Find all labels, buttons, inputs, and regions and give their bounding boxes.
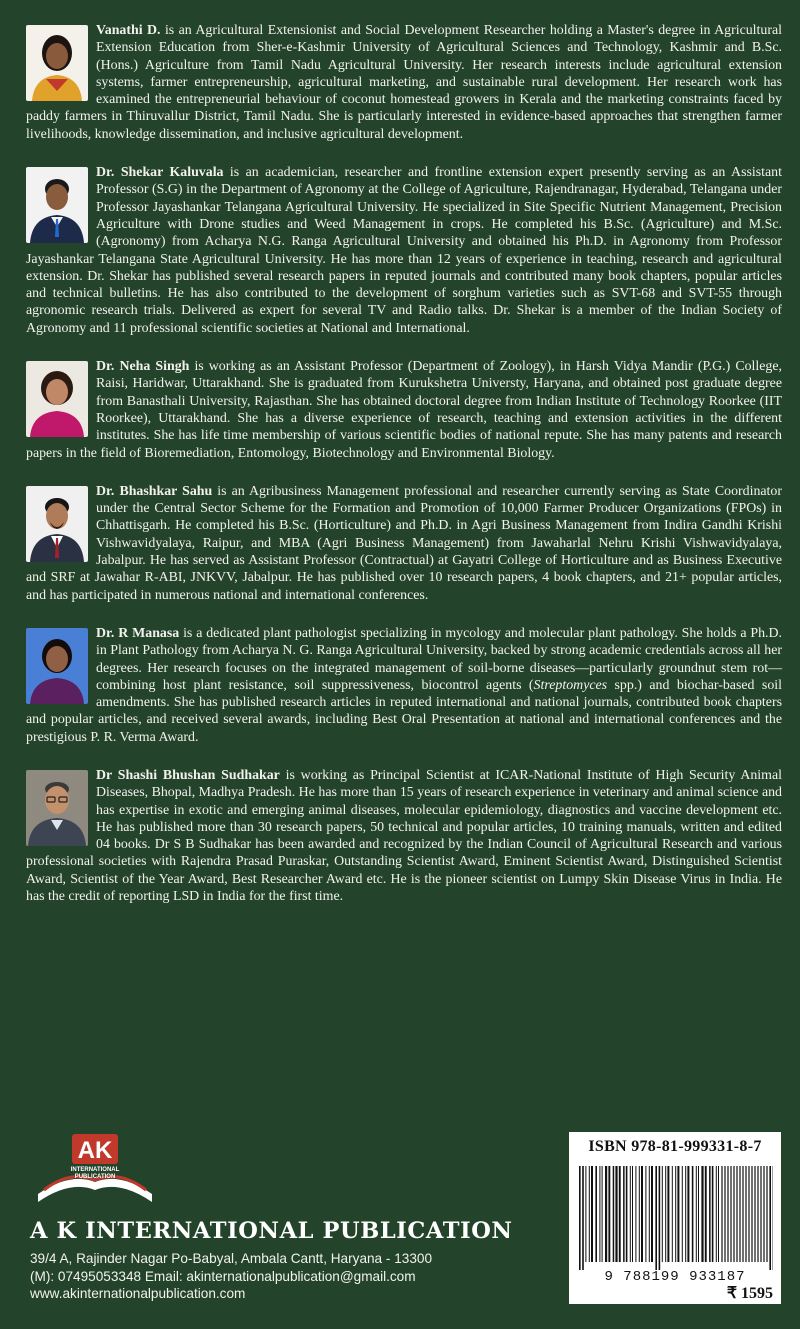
logo-ak-text: AK <box>77 1137 113 1164</box>
author-photo <box>26 361 88 437</box>
publisher-name: A K INTERNATIONAL PUBLICATION <box>30 1218 513 1244</box>
author-bio-shekar <box>26 164 782 337</box>
author-bios <box>26 22 782 926</box>
author-name: Dr. Neha Singh <box>96 359 190 375</box>
author-name: Dr. Shekar Kaluvala <box>96 165 224 181</box>
author-photo <box>26 486 88 562</box>
price-label: ₹ 1595 <box>726 1285 773 1302</box>
isbn-label: ISBN 978-81-999331-8-7 <box>588 1138 762 1155</box>
author-description: is an Agribusiness Management professional and researcher currently serving as State Coordinator under the Central Sector Scheme for the Formation and Promotion of 10,000 Farmer Producer Organizations (FPOs) in Chhattisgarh. He completed his B.Sc. (Horticulture) and Ph.D. in Agri Business Management from Indira Gandhi Krishi Vishwavidyalaya, Raipur, and MBA (Agri Business Management) from Jawaharlal Nehru Krishi Vishwavidyalaya, Jabalpur. He has served as Assistant Professor (Contractual) at Gayatri College of Horticulture and as Business Executive and SRF at Jawahar R-ABI, JNKVV, Jabalpur. He has published over 10 research papers, 4 book chapters, and 21+ popular articles, and has participated in numerous national and international conferences. <box>26 483 782 603</box>
author-description: is an Agricultural Extensionist and Social Development Researcher holding a Master's degree in Agricultural Extension Education from Sher-e-Kashmir University of Agricultural Sciences and Technology, Kashmir and B.Sc. (Hons.) Agriculture from Tamil Nadu Agricultural University. Her research interests include agricultural extension systems, farmer entrepreneurship, agricultural marketing, and sustainable rural development. Her research work has examined the entrepreneurial behaviour of coconut homestead growers in Kerala and the marketing constraints faced by paddy farmers in Thiruvallur District, Tamil Nadu. She is particularly interested in evidence-based approaches that strengthen farmer livelihoods, knowledge dissemination, and inclusive agricultural development. <box>26 23 782 142</box>
author-description: is working as Principal Scientist at ICAR-National Institute of High Security Animal Diseases, Bhopal, Madhya Pradesh. He has more than 15 years of research experience in veterinary and animal science and has expertise in exotic and emerging animal diseases, molecular epidemiology, diagnostics and vaccine development etc. He has published more than 30 research papers, 50 technical and popular articles, 10 training manuals, written and edited 04 books. Dr S B Sudhakar has been awarded and recognized by the Indian Council of Agricultural Research and various professional societies with Rajendra Prasad Puraskar, Outstanding Scientist Award, Eminent Scientist Award, Distinguished Scientist Award, Scientist of the Year Award, Best Researcher Award etc. He is the pioneer scientist on Lumpy Skin Disease Virus in India. He has the credit of reporting LSD in India for the first time. <box>26 767 782 905</box>
author-bio-vanathi <box>26 22 782 143</box>
author-bio-bhashkar <box>26 483 782 604</box>
author-bio-sudhakar <box>26 767 782 905</box>
publisher-address: 39/4 A, Rajinder Nagar Po-Babyal, Ambala Cantt, Haryana - 13300 <box>30 1251 433 1266</box>
author-bio-neha <box>26 358 782 462</box>
author-description-continued: spp.) and biochar-based soil amendments. She has published research articles in reputed international and national journals, contributed book chapters and popular articles, and received several awards, including Best Oral Presentation at national and international conferences and the prestigious P. R. Verma Award. <box>26 677 782 745</box>
author-description: is a dedicated plant pathologist specializing in mycology and molecular plant pathology. She holds a Ph.D. in Plant Pathology from Acharya N. G. Ranga Agricultural University, backed by strong academic credentials across all her degrees. Her research focuses on the integrated management of soil-borne diseases—particularly groundnut stem rot—combining host plant resistance, soil suppressiveness, biocontrol agents ( <box>96 625 782 693</box>
author-name: Vanathi D. <box>96 23 161 38</box>
author-description-italic: Streptomyces <box>533 677 608 693</box>
isbn-barcode-box <box>569 1132 781 1304</box>
author-photo <box>26 167 88 243</box>
author-photo <box>26 628 88 704</box>
author-bio-manasa <box>26 625 782 746</box>
barcode-graphic <box>577 1166 773 1270</box>
logo-sub-text-2: PUBLICATION <box>74 1174 116 1180</box>
publisher-logo <box>30 1130 160 1210</box>
logo-sub-text-1: INTERNATIONAL <box>70 1167 120 1173</box>
author-description: is an academician, researcher and frontline extension expert presently serving as an Assistant Professor (S.G) in the Department of Agronomy at the College of Agriculture, Rajendranagar, Hyderabad, Telangana under Professor Jayashankar Telangana Agricultural University. He specialized in Site Specific Nutrient Management, Precision Agriculture with Drone studies and Weed Management in crops. He completed his B.Sc. (Agriculture) and M.Sc. (Agronomy) from Acharya N.G. Ranga Agricultural University and obtained his Ph.D. in Agronomy from Professor Jayashankar Telangana State Agricultural University. He has more than 12 years of experience in teaching, research and agricultural extension. Dr. Shekar has published several research papers in reputed journals and contributed many book chapters, popular articles and technical bulletins. He has also contributed to the development of sorghum varieties such as SVT-68 and SVT-55 through agronomic research trials. Delivered as expert for several TV and Radio talks. Dr. Shekar is a member of the Indian Society of Agronomy and 11 professional scientific societies at National and International. <box>26 165 782 336</box>
author-description: is working as an Assistant Professor (Department of Zoology), in Harsh Vidya Mandir (P.G.) College, Raisi, Haridwar, Uttarakhand. She is graduated from Kurukshetra Universty, Haryana, and obtained post graduate degree from Banasthali University, Rajasthan. She has obtained doctoral degree from Indian Institute of Technology Roorkee (IIT Roorkee), Uttarakhand. She has a diverse experience of research, teaching and extension activities in the different institutes. She has life time membership of various scientific bodies of national repute. She has many patents and research papers in the field of Bioremediation, Entomology, Biotechnology and Environmental Biology. <box>26 359 782 461</box>
barcode-digits: 9 788199 933187 <box>604 1269 746 1285</box>
publisher-info <box>30 1250 550 1303</box>
author-name: Dr. Bhashkar Sahu <box>96 483 213 499</box>
author-photo <box>26 25 88 101</box>
author-name: Dr. R Manasa <box>96 625 180 641</box>
publisher-contact: (M): 07495053348 Email: akinternationalpublication@gmail.com <box>30 1268 416 1284</box>
publisher-website: www.akinternationalpublication.com <box>30 1286 246 1301</box>
author-name: Dr Shashi Bhushan Sudhakar <box>96 767 280 783</box>
author-photo <box>26 770 88 846</box>
